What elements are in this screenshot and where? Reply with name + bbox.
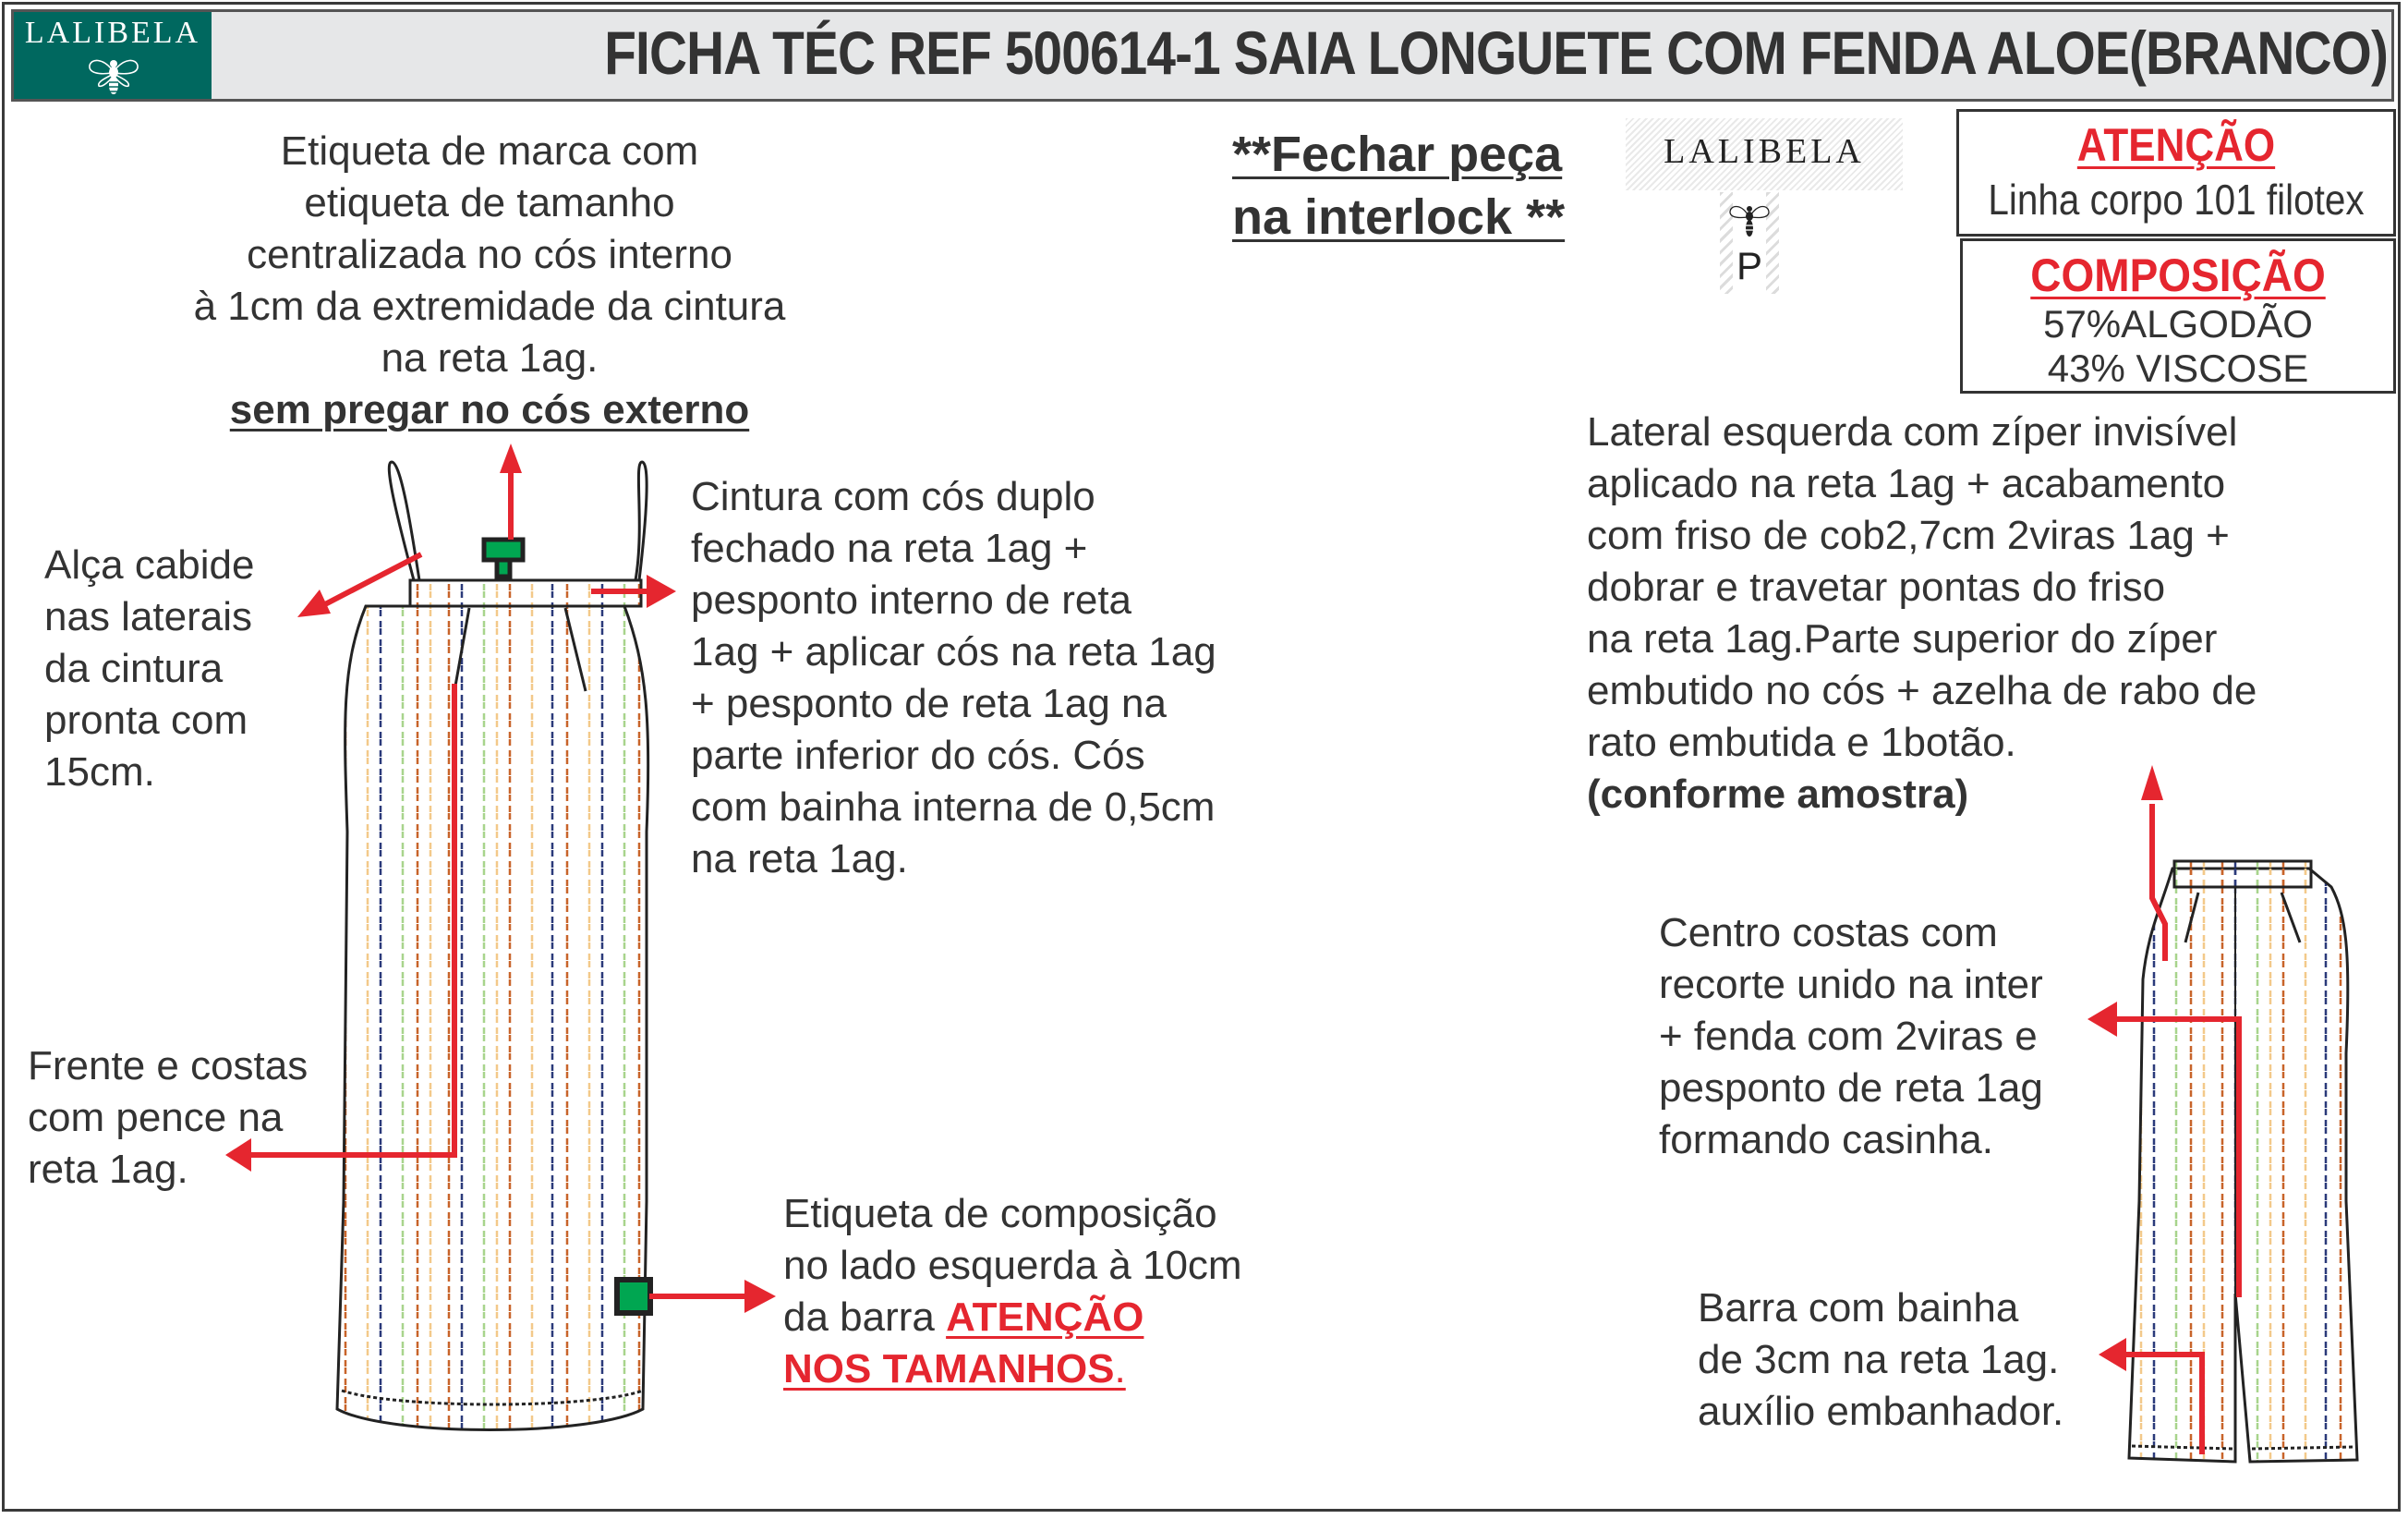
note-line: fechado na reta 1ag + [691,526,1088,571]
note-warning-suffix: . [1114,1346,1126,1391]
note-line: + fenda com 2viras e [1659,1014,2038,1059]
composition-line-2: 43% VISCOSE [2047,346,2309,390]
note-line: nas laterais [44,594,253,639]
note-line: auxílio embanhador. [1698,1389,2064,1434]
note-line: + pesponto de reta 1ag na [691,681,1167,726]
composition-tag-marker [617,1280,650,1313]
note-line: 1ag + aplicar cós na reta 1ag [691,629,1216,674]
note-line: aplicado na reta 1ag + acabamento [1587,461,2226,506]
note-warning: ATENÇÃO [946,1294,1144,1340]
note-line: formando casinha. [1659,1117,1993,1162]
note-line: 15cm. [44,749,155,795]
note-line [783,1292,1143,1343]
notice-line-1: **Fechar peça [1232,127,1563,182]
note-line: na reta 1ag. [691,836,908,881]
note-line: Etiqueta de marca com [280,128,699,174]
note-emphasis: (conforme amostra) [1587,772,1969,817]
note-text: da barra [783,1294,947,1340]
note-line: no lado esquerda à 10cm [783,1243,1242,1288]
note-line: da cintura [44,646,224,691]
composition-line-1: 57%ALGODÃO [2043,302,2313,346]
note-line: rato embutida e 1botão. [1587,720,2016,765]
hanger-loop-right [635,462,647,580]
note-line: Barra com bainha [1698,1285,2019,1331]
size-label-letter: P [1736,244,1762,287]
notice-line-2: na interlock ** [1232,189,1566,245]
note-line: etiqueta de tamanho [304,180,675,225]
note-line: Frente e costas [28,1043,309,1088]
note-line: parte inferior do cós. Cós [691,733,1145,778]
note-line: recorte unido na inter [1659,962,2043,1007]
composition-title: COMPOSIÇÃO [2030,249,2326,301]
note-line: com pence na [28,1095,284,1140]
brand-label-text: LALIBELA [1664,132,1865,171]
note-line [783,1343,1126,1395]
note-warning: NOS TAMANHOS [783,1346,1115,1391]
note-line: à 1cm da extremidade da cintura [193,284,786,329]
note-line: na reta 1ag.Parte superior do zíper [1587,616,2218,662]
note-line: reta 1ag. [28,1147,188,1192]
arrow-hanger-loop [325,554,421,604]
note-line: pesponto de reta 1ag [1659,1065,2043,1111]
note-line: centralizada no cós interno [247,232,732,277]
note-line: Lateral esquerda com zíper invisível [1587,409,2238,455]
note-emphasis: sem pregar no cós externo [229,387,750,432]
note-line: pesponto interno de reta [691,577,1132,623]
note-line: de 3cm na reta 1ag. [1698,1337,2060,1382]
note-line: embutido no cós + azelha de rabo de [1587,668,2257,713]
attention-text: Linha corpo 101 filotex [1988,176,2365,224]
page-title: FICHA TÉC REF 500614-1 SAIA LONGUETE COM FENDA ALOE(BRANCO) [604,18,2388,87]
note-line: na reta 1ag. [381,335,599,381]
note-line: com bainha interna de 0,5cm [691,784,1216,830]
skirt-front-drawing [337,462,650,1430]
attention-title: ATENÇÃO [2076,119,2276,171]
brand-logo-text: LALIBELA [24,16,201,50]
note-line: dobrar e travetar pontas do friso [1587,565,2166,610]
note-line: Etiqueta de composição [783,1191,1217,1236]
note-line: Cintura com cós duplo [691,474,1095,519]
note-line: com friso de cob2,7cm 2viras 1ag + [1587,513,2230,558]
note-line: Alça cabide [44,542,255,588]
note-line: Centro costas com [1659,910,1998,955]
note-line: pronta com [44,698,248,743]
brand-tag-marker [484,540,523,560]
